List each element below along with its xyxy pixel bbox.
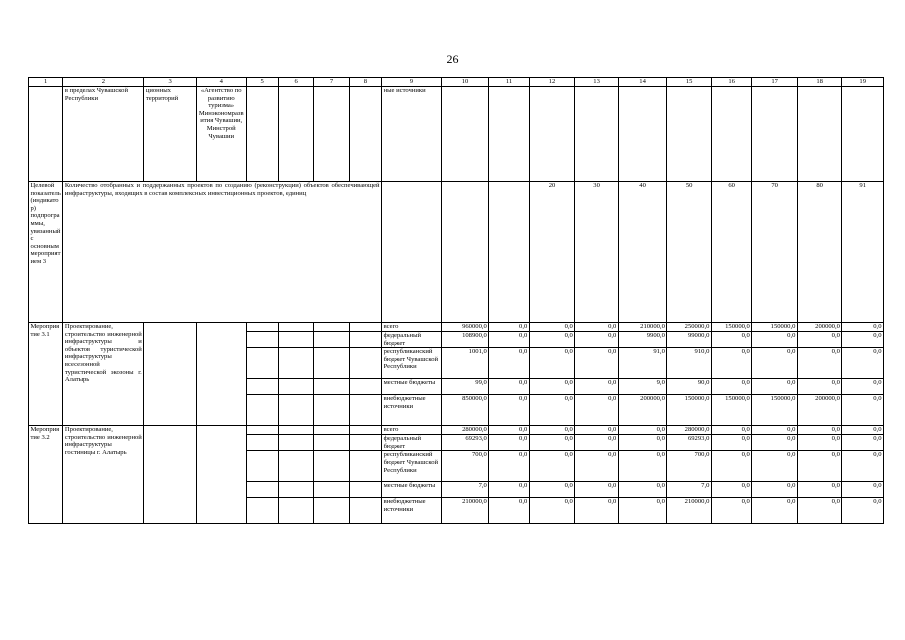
funding-value: 9900,0 bbox=[618, 332, 667, 348]
funding-value: 150000,0 bbox=[711, 323, 751, 332]
table-cell bbox=[278, 426, 313, 435]
table-cell bbox=[349, 426, 381, 435]
funding-source: федеральный бюджет bbox=[382, 332, 442, 348]
header-cell: 17 bbox=[752, 78, 798, 87]
table-row bbox=[29, 426, 884, 435]
table-cell bbox=[278, 498, 313, 524]
funding-value: 0,0 bbox=[842, 323, 884, 332]
funding-value: 850000,0 bbox=[441, 395, 489, 426]
funding-value: 108900,0 bbox=[441, 332, 489, 348]
header-cell: 16 bbox=[711, 78, 751, 87]
table-cell bbox=[314, 87, 349, 182]
funding-value: 0,0 bbox=[489, 451, 529, 482]
funding-source: республиканский бюджет Чувашской Республики bbox=[382, 451, 442, 482]
table-cell bbox=[314, 379, 349, 395]
header-cell: 8 bbox=[349, 78, 381, 87]
table-cell bbox=[246, 332, 278, 348]
funding-value: 0,0 bbox=[752, 348, 798, 379]
table-cell: в пределах Чувашской Республики bbox=[63, 87, 144, 182]
table-cell bbox=[278, 332, 313, 348]
table-cell bbox=[314, 323, 349, 332]
table-cell bbox=[752, 87, 798, 182]
funding-value: 1001,0 bbox=[441, 348, 489, 379]
table-cell bbox=[246, 323, 278, 332]
table-cell bbox=[278, 379, 313, 395]
funding-value: 0,0 bbox=[575, 482, 619, 498]
funding-source: всего bbox=[382, 323, 442, 332]
funding-value: 0,0 bbox=[842, 332, 884, 348]
funding-value: 0,0 bbox=[529, 323, 575, 332]
funding-value: 150000,0 bbox=[667, 395, 712, 426]
table-cell bbox=[314, 426, 349, 435]
funding-value: 69293,0 bbox=[667, 435, 712, 451]
funding-value: 210000,0 bbox=[667, 498, 712, 524]
funding-value: 0,0 bbox=[529, 482, 575, 498]
table-cell bbox=[278, 451, 313, 482]
header-cell: 13 bbox=[575, 78, 619, 87]
indicator-value: 30 bbox=[575, 182, 619, 323]
funding-source: внебюджетные источники bbox=[382, 498, 442, 524]
funding-value: 0,0 bbox=[842, 451, 884, 482]
funding-value: 0,0 bbox=[711, 332, 751, 348]
funding-value: 0,0 bbox=[711, 426, 751, 435]
funding-value: 150000,0 bbox=[711, 395, 751, 426]
table-cell bbox=[711, 87, 751, 182]
funding-value: 0,0 bbox=[752, 426, 798, 435]
funding-value: 0,0 bbox=[842, 395, 884, 426]
table-cell bbox=[314, 435, 349, 451]
header-cell: 2 bbox=[63, 78, 144, 87]
indicator-value: 20 bbox=[529, 182, 575, 323]
funding-value: 90,0 bbox=[667, 379, 712, 395]
header-cell: 7 bbox=[314, 78, 349, 87]
funding-value: 0,0 bbox=[529, 498, 575, 524]
funding-value: 69293,0 bbox=[441, 435, 489, 451]
header-cell: 6 bbox=[278, 78, 313, 87]
funding-value: 0,0 bbox=[711, 482, 751, 498]
table-cell bbox=[314, 451, 349, 482]
funding-value: 0,0 bbox=[489, 323, 529, 332]
table-cell bbox=[246, 498, 278, 524]
funding-value: 0,0 bbox=[529, 379, 575, 395]
table-cell: ционных территорий bbox=[144, 87, 197, 182]
funding-value: 7,0 bbox=[441, 482, 489, 498]
table-cell bbox=[349, 435, 381, 451]
funding-value: 0,0 bbox=[797, 451, 842, 482]
table-cell bbox=[278, 395, 313, 426]
funding-value: 0,0 bbox=[752, 435, 798, 451]
header-cell: 4 bbox=[196, 78, 246, 87]
funding-value: 960000,0 bbox=[441, 323, 489, 332]
funding-value: 0,0 bbox=[618, 451, 667, 482]
table-cell bbox=[842, 87, 884, 182]
funding-value: 210000,0 bbox=[618, 323, 667, 332]
table-cell bbox=[314, 332, 349, 348]
header-cell: 3 bbox=[144, 78, 197, 87]
table-cell bbox=[349, 482, 381, 498]
funding-value: 0,0 bbox=[575, 435, 619, 451]
table-cell bbox=[246, 395, 278, 426]
funding-value: 0,0 bbox=[797, 482, 842, 498]
funding-value: 0,0 bbox=[575, 395, 619, 426]
indicator-value: 50 bbox=[667, 182, 712, 323]
funding-value: 200000,0 bbox=[797, 323, 842, 332]
funding-value: 0,0 bbox=[489, 348, 529, 379]
funding-value: 0,0 bbox=[489, 498, 529, 524]
table-cell bbox=[196, 323, 246, 426]
funding-value: 0,0 bbox=[711, 379, 751, 395]
table-cell bbox=[314, 395, 349, 426]
funding-value: 0,0 bbox=[842, 498, 884, 524]
funding-value: 0,0 bbox=[842, 379, 884, 395]
funding-value: 200000,0 bbox=[797, 395, 842, 426]
indicator-value: 91 bbox=[842, 182, 884, 323]
header-cell: 10 bbox=[441, 78, 489, 87]
indicator-label: Целевой показатель (индикатор) подпрограммы, увязанный с основным мероприятием 3 bbox=[29, 182, 63, 323]
funding-value: 0,0 bbox=[575, 332, 619, 348]
funding-value: 0,0 bbox=[842, 426, 884, 435]
table-cell bbox=[349, 87, 381, 182]
funding-value: 0,0 bbox=[752, 451, 798, 482]
funding-source: федеральный бюджет bbox=[382, 435, 442, 451]
funding-value: 0,0 bbox=[575, 323, 619, 332]
table-cell bbox=[246, 348, 278, 379]
funding-value: 0,0 bbox=[529, 451, 575, 482]
funding-value: 0,0 bbox=[618, 482, 667, 498]
table-cell: ные источники bbox=[382, 87, 442, 182]
table-row bbox=[29, 182, 884, 323]
funding-value: 280000,0 bbox=[667, 426, 712, 435]
event-description: Проектирование, строительство инженерной инфраструктуры гостиницы г. Алатырь bbox=[63, 426, 144, 524]
header-cell: 14 bbox=[618, 78, 667, 87]
funding-value: 0,0 bbox=[842, 348, 884, 379]
funding-value: 0,0 bbox=[529, 348, 575, 379]
funding-value: 0,0 bbox=[797, 498, 842, 524]
header-cell: 12 bbox=[529, 78, 575, 87]
table-row bbox=[29, 323, 884, 332]
funding-source: местные бюджеты bbox=[382, 379, 442, 395]
table-cell bbox=[246, 379, 278, 395]
funding-value: 0,0 bbox=[752, 498, 798, 524]
header-cell: 19 bbox=[842, 78, 884, 87]
indicator-value: 70 bbox=[752, 182, 798, 323]
table-cell bbox=[349, 498, 381, 524]
table-cell bbox=[349, 395, 381, 426]
funding-source: всего bbox=[382, 426, 442, 435]
table-cell bbox=[489, 87, 529, 182]
program-table bbox=[28, 77, 884, 524]
funding-value: 0,0 bbox=[529, 332, 575, 348]
funding-value: 0,0 bbox=[618, 435, 667, 451]
event-label: Мероприятие 3.2 bbox=[29, 426, 63, 524]
funding-value: 7,0 bbox=[667, 482, 712, 498]
funding-value: 0,0 bbox=[575, 451, 619, 482]
table-cell bbox=[618, 87, 667, 182]
funding-value: 0,0 bbox=[797, 332, 842, 348]
table-row bbox=[29, 87, 884, 182]
table-cell bbox=[349, 348, 381, 379]
funding-value: 0,0 bbox=[529, 435, 575, 451]
funding-value: 280000,0 bbox=[441, 426, 489, 435]
funding-value: 0,0 bbox=[842, 482, 884, 498]
funding-value: 91,0 bbox=[618, 348, 667, 379]
table-cell: «Агентство по развитию туризма» Минэкономразвития Чувашии, Минстрой Чувашии bbox=[196, 87, 246, 182]
funding-value: 0,0 bbox=[489, 482, 529, 498]
header-row bbox=[29, 78, 884, 87]
funding-value: 700,0 bbox=[441, 451, 489, 482]
funding-value: 0,0 bbox=[752, 482, 798, 498]
table-cell bbox=[529, 87, 575, 182]
table-cell bbox=[144, 426, 197, 524]
funding-value: 99000,0 bbox=[667, 332, 712, 348]
header-cell: 1 bbox=[29, 78, 63, 87]
table-cell bbox=[144, 323, 197, 426]
funding-value: 0,0 bbox=[618, 498, 667, 524]
funding-value: 9,0 bbox=[618, 379, 667, 395]
page-number: 26 bbox=[446, 52, 459, 66]
funding-value: 0,0 bbox=[711, 435, 751, 451]
funding-value: 0,0 bbox=[489, 379, 529, 395]
funding-value: 0,0 bbox=[711, 451, 751, 482]
funding-value: 250000,0 bbox=[667, 323, 712, 332]
funding-value: 150000,0 bbox=[752, 323, 798, 332]
funding-value: 700,0 bbox=[667, 451, 712, 482]
table-cell bbox=[349, 323, 381, 332]
table-cell bbox=[196, 426, 246, 524]
funding-value: 0,0 bbox=[575, 348, 619, 379]
table-cell bbox=[278, 435, 313, 451]
table-cell bbox=[278, 348, 313, 379]
funding-value: 0,0 bbox=[529, 426, 575, 435]
funding-value: 0,0 bbox=[752, 332, 798, 348]
table-cell bbox=[246, 482, 278, 498]
funding-value: 0,0 bbox=[752, 379, 798, 395]
table-cell bbox=[667, 87, 712, 182]
funding-value: 0,0 bbox=[797, 426, 842, 435]
indicator-description: Количество отобранных и поддержанных проектов по созданию (реконструкции) объектов обеспечивающей инфраструктуры, входящих в состав комплексных инвестиционных проектов, единиц bbox=[63, 182, 382, 323]
funding-value: 0,0 bbox=[489, 395, 529, 426]
table-cell bbox=[278, 87, 313, 182]
table-cell bbox=[246, 451, 278, 482]
funding-value: 0,0 bbox=[575, 379, 619, 395]
table-cell bbox=[314, 348, 349, 379]
table-cell bbox=[797, 87, 842, 182]
funding-source: республиканский бюджет Чувашской Республики bbox=[382, 348, 442, 379]
header-cell: 15 bbox=[667, 78, 712, 87]
table-cell bbox=[441, 87, 489, 182]
header-cell: 11 bbox=[489, 78, 529, 87]
funding-value: 0,0 bbox=[575, 426, 619, 435]
event-description: Проектирование, строительство инженерной инфраструктуры и объектов туристической инфраструктуры всесезонной туристической экозоны г. Алатырь bbox=[63, 323, 144, 426]
funding-value: 0,0 bbox=[711, 498, 751, 524]
funding-source: местные бюджеты bbox=[382, 482, 442, 498]
funding-value: 0,0 bbox=[797, 435, 842, 451]
indicator-value: 40 bbox=[618, 182, 667, 323]
table-cell bbox=[278, 482, 313, 498]
table-cell bbox=[349, 451, 381, 482]
event-label: Мероприятие 3.1 bbox=[29, 323, 63, 426]
table-cell bbox=[314, 482, 349, 498]
table-cell bbox=[382, 182, 442, 323]
funding-value: 0,0 bbox=[618, 426, 667, 435]
funding-value: 0,0 bbox=[489, 426, 529, 435]
funding-value: 910,0 bbox=[667, 348, 712, 379]
table-cell bbox=[29, 87, 63, 182]
header-cell: 9 bbox=[382, 78, 442, 87]
table-cell bbox=[441, 182, 489, 323]
indicator-value: 80 bbox=[797, 182, 842, 323]
table-cell bbox=[349, 379, 381, 395]
funding-value: 0,0 bbox=[575, 498, 619, 524]
funding-value: 0,0 bbox=[797, 348, 842, 379]
table-cell bbox=[246, 426, 278, 435]
funding-value: 0,0 bbox=[489, 435, 529, 451]
table-cell bbox=[575, 87, 619, 182]
funding-value: 0,0 bbox=[529, 395, 575, 426]
table-cell bbox=[349, 332, 381, 348]
funding-value: 210000,0 bbox=[441, 498, 489, 524]
indicator-value: 60 bbox=[711, 182, 751, 323]
funding-value: 150000,0 bbox=[752, 395, 798, 426]
table-cell bbox=[246, 87, 278, 182]
table-cell bbox=[278, 323, 313, 332]
funding-source: внебюджетные источники bbox=[382, 395, 442, 426]
funding-value: 200000,0 bbox=[618, 395, 667, 426]
table-cell bbox=[246, 435, 278, 451]
funding-value: 0,0 bbox=[842, 435, 884, 451]
funding-value: 0,0 bbox=[711, 348, 751, 379]
table-cell bbox=[314, 498, 349, 524]
header-cell: 5 bbox=[246, 78, 278, 87]
header-cell: 18 bbox=[797, 78, 842, 87]
table-cell bbox=[489, 182, 529, 323]
funding-value: 99,0 bbox=[441, 379, 489, 395]
funding-value: 0,0 bbox=[797, 379, 842, 395]
funding-value: 0,0 bbox=[489, 332, 529, 348]
